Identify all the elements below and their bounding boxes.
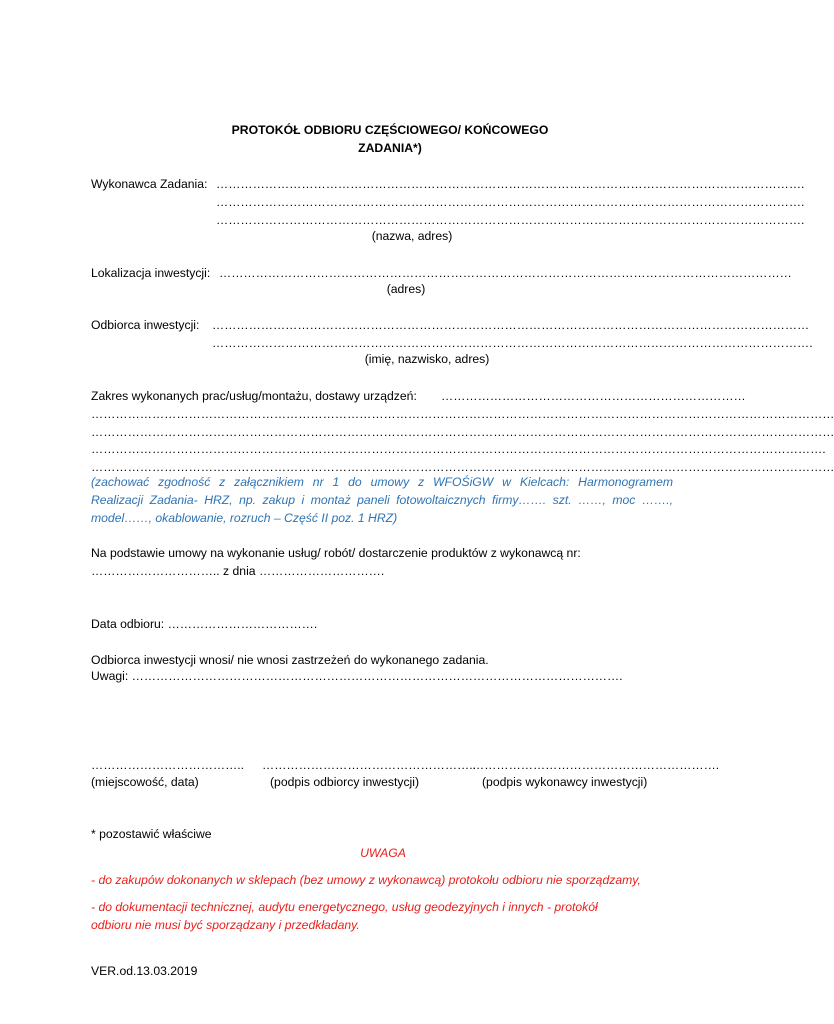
scope-note-line1: (zachować zgodność z załącznikiem nr 1 do umowy z WFOŚiGW w Kielcach: Harmonogramem bbox=[91, 475, 673, 489]
contract-row bbox=[91, 563, 384, 579]
signature-contractor-caption: (podpis wykonawcy inwestycji) bbox=[482, 775, 648, 789]
contract-date-label: z dnia bbox=[219, 564, 259, 578]
location-dots[interactable]: …………………………………………………………………………………………………………………………… bbox=[219, 266, 792, 280]
location-dots-row bbox=[219, 265, 792, 281]
scope-dots-2[interactable]: ………………………………………………………………………………………………………………………………………………………………… bbox=[91, 425, 834, 439]
contractor-dots-3[interactable]: ………………………………………………………………………………………………………………………………. bbox=[216, 213, 805, 227]
remarks-statement: Odbiorca inwestycji wnosi/ nie wnosi zastrzeżeń do wykonanego zadania. bbox=[91, 653, 489, 667]
signature-place-caption: (miejscowość, data) bbox=[91, 775, 199, 789]
recipient-dots-1[interactable]: ………………………………………………………………………………………………………………………………… bbox=[212, 318, 810, 332]
contractor-dots-2[interactable]: ………………………………………………………………………………………………………………………………. bbox=[216, 195, 805, 209]
contractor-caption: (nazwa, adres) bbox=[371, 229, 453, 243]
scope-dots-3[interactable]: ………………………………………………………………………………………………………………………………………………………………. bbox=[91, 442, 826, 456]
footnote: * pozostawić właściwe bbox=[91, 827, 212, 841]
scope-note-line2: Realizacji Zadania- HRZ, np. zakup i montaż paneli fotowoltaicznych firmy……. szt. ……, moc ……., bbox=[91, 493, 673, 507]
warning-item-2-line1: - do dokumentacji technicznej, audytu energetycznego, usług geodezyjnych i innych - protokół bbox=[91, 900, 598, 914]
contractor-row bbox=[91, 176, 207, 192]
scope-dots-row2 bbox=[91, 424, 834, 440]
scope-dots-4[interactable]: ………………………………………………………………………………………………………………………………………………………………… bbox=[91, 460, 834, 474]
contractor-dots-1[interactable]: ………………………………………………………………………………………………………………………………. bbox=[216, 177, 805, 191]
receipt-date-label: Data odbioru: bbox=[91, 617, 168, 631]
location-label: Lokalizacja inwestycji: bbox=[91, 266, 211, 280]
receipt-date-dots[interactable]: ………………………………. bbox=[167, 617, 318, 631]
recipient-label: Odbiorca inwestycji: bbox=[91, 318, 200, 332]
contractor-label: Wykonawca Zadania: bbox=[91, 177, 208, 191]
document-title-line2: ZADANIA*) bbox=[358, 141, 422, 155]
document-title-line1: PROTOKÓŁ ODBIORU CZĘŚCIOWEGO/ KOŃCOWEGO bbox=[231, 123, 549, 137]
remarks-dots[interactable]: …………………………………………………………………………………………………………. bbox=[131, 669, 623, 683]
scope-dots-row0 bbox=[441, 388, 746, 404]
version-label: VER.od.13.03.2019 bbox=[91, 964, 198, 978]
contractor-dots-row2 bbox=[216, 194, 805, 210]
scope-dots-row3 bbox=[91, 441, 826, 457]
remarks-label: Uwagi: bbox=[91, 669, 132, 683]
signature-place-dots-row bbox=[91, 757, 245, 773]
signature-recipient-caption: (podpis odbiorcy inwestycji) bbox=[270, 775, 420, 789]
warning-heading: UWAGA bbox=[360, 846, 406, 860]
signature-contractor-dots[interactable]: ……………………………………………………. bbox=[472, 758, 720, 772]
remarks-row bbox=[91, 668, 623, 684]
signature-contractor-dots-row bbox=[472, 757, 720, 773]
signature-recipient-dots[interactable]: …………………………………………….. bbox=[262, 758, 476, 772]
receipt-date-row bbox=[91, 616, 317, 632]
contract-number-dots[interactable]: ………………………….. bbox=[91, 564, 220, 578]
location-caption: (adres) bbox=[386, 282, 426, 296]
contract-date-dots[interactable]: …………………………. bbox=[258, 564, 385, 578]
signature-place-dots[interactable]: ……………………………….. bbox=[91, 758, 245, 772]
scope-note-line3: model……, okablowanie, rozruch – Część II poz. 1 HRZ) bbox=[91, 511, 398, 525]
signature-recipient-dots-row bbox=[262, 757, 476, 773]
contract-statement: Na podstawie umowy na wykonanie usług/ robót/ dostarczenie produktów z wykonawcą nr: bbox=[91, 546, 581, 560]
scope-dots-after-label[interactable]: ………………………………………………………………… bbox=[441, 389, 746, 403]
warning-item-2-line2: odbioru nie musi być sporządzany i przedkładany. bbox=[91, 918, 360, 932]
recipient-dots-2[interactable]: …………………………………………………………………………………………………………………………………. bbox=[212, 336, 813, 350]
contractor-dots-row3 bbox=[216, 212, 805, 228]
contractor-dots-row1 bbox=[216, 176, 805, 192]
scope-label: Zakres wykonanych prac/usług/montażu, dostawy urządzeń: bbox=[91, 389, 417, 403]
recipient-caption: (imię, nazwisko, adres) bbox=[364, 352, 490, 366]
warning-item-1: - do zakupów dokonanych w sklepach (bez umowy z wykonawcą) protokołu odbioru nie sporządzamy, bbox=[91, 873, 641, 887]
recipient-dots-row1 bbox=[212, 317, 810, 333]
recipient-dots-row2 bbox=[212, 335, 813, 351]
scope-dots-1[interactable]: ………………………………………………………………………………………………………………………………………………………………… bbox=[91, 407, 834, 421]
scope-dots-row1 bbox=[91, 406, 834, 422]
